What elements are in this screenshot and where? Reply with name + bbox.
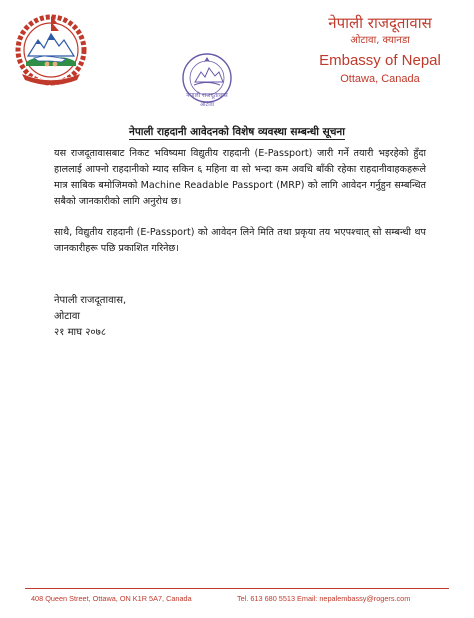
embassy-seal-icon	[181, 52, 233, 108]
nepal-emblem-icon	[14, 12, 88, 86]
seal-label: नेपाली राजदूतावास	[186, 92, 228, 99]
signature-office: नेपाली राजदूतावास,	[54, 295, 127, 306]
footer-contact: Tel. 613 680 5513 Email: nepalembassy@rogers.com	[237, 594, 411, 603]
signature-city: ओटावा	[54, 311, 81, 322]
footer-address: 408 Queen Street, Ottawa, ON K1R 5A7, Canada	[31, 594, 192, 603]
notice-paragraph-1: यस राजदूतावासबाट निकट भविष्यमा विद्युतीय राहदानी (E-Passport) जारी गर्ने तयारी भइरहेको हुँदा हाललाई आफ्नो राहदानीको म्याद सकिन ६ महिना वा सो भन्दा कम अवधि बाँकी रहेका राहदानीवाहकहरूले मात्र साबिक बमोजिमको Machine Readable Passport (MRP) को लागि आवेदन गर्नुहुन सम्बन्धित सबैको जानकारीको लागि अनुरोध छ।	[54, 148, 426, 207]
embassy-name-nepali: नेपाली राजदूतावास	[328, 14, 432, 32]
embassy-city-nepali: ओटावा, क्यानडा	[350, 35, 410, 46]
embassy-city-english: Ottawa, Canada	[340, 73, 420, 85]
letterhead	[300, 14, 460, 86]
embassy-name-english: Embassy of Nepal	[319, 52, 441, 69]
footer-divider	[25, 588, 449, 589]
signature-date: २१ माघ २०७८	[54, 327, 107, 338]
notice-subject-text: नेपाली राहदानी आवेदनको विशेष व्यवस्था सम्बन्धी सूचना	[129, 126, 345, 138]
notice-paragraph-2: साथै, विद्युतीय राहदानी (E-Passport) को आवेदन लिने मिति तथा प्रकृया तय भएपश्चात् सो सम्बन्धी थप जानकारीहरू पछि प्रकाशित गरिनेछ।	[54, 227, 426, 254]
notice-subject	[0, 125, 474, 139]
signature-block	[54, 293, 126, 341]
seal-city: ओटावा	[199, 102, 215, 108]
